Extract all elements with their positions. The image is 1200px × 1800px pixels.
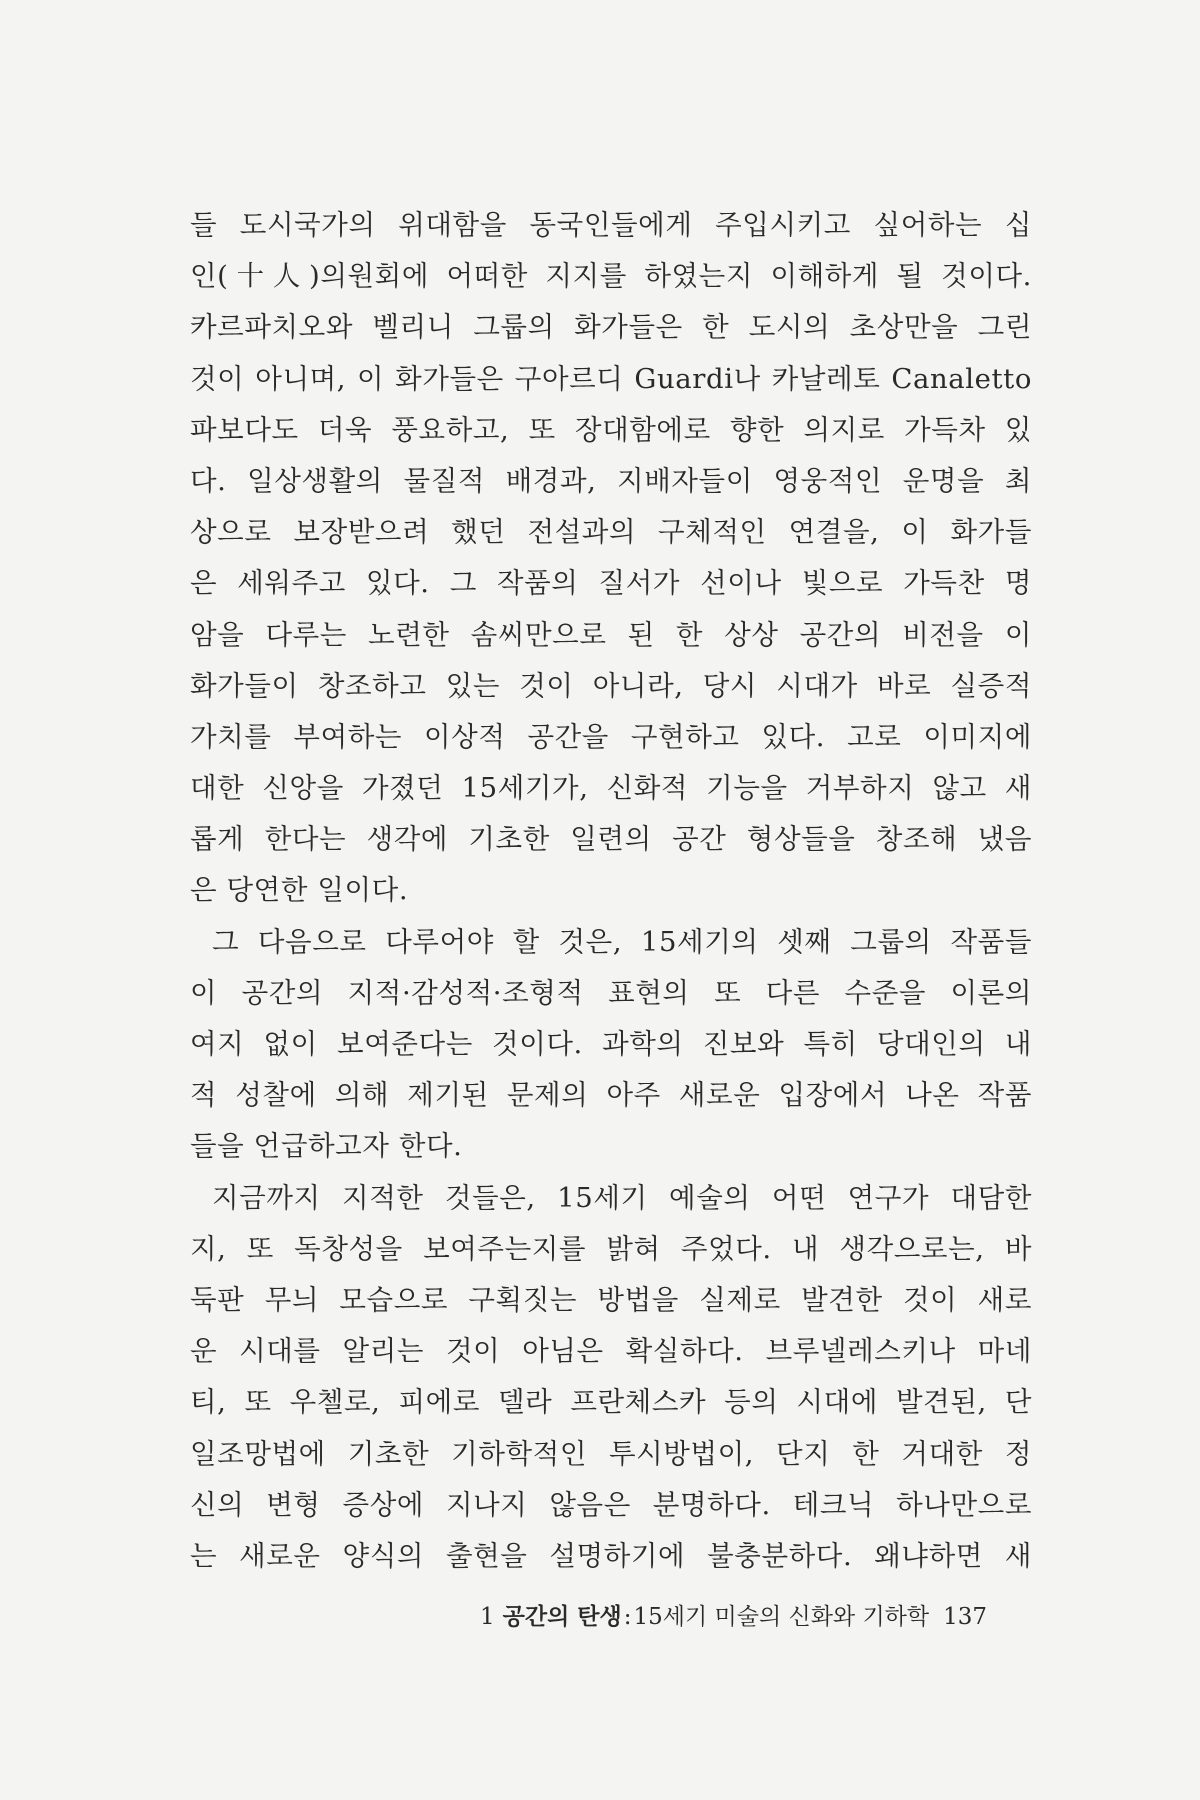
- text-line: 는 새로운 양식의 출현을 설명하기에 불충분하다. 왜냐하면 새: [190, 1539, 1032, 1572]
- text-line: 일조망법에 기초한 기하학적인 투시방법이, 단지 한 거대한 정: [190, 1437, 1032, 1470]
- chapter-number: 1: [480, 1604, 495, 1630]
- text-line: 그 다음으로 다루어야 할 것은, 15세기의 셋째 그룹의 작품들: [212, 925, 1032, 958]
- page-number: 137: [943, 1604, 988, 1630]
- text-line: 티, 또 우첼로, 피에로 델라 프란체스카 등의 시대에 발견된, 단: [190, 1386, 1032, 1419]
- text-line: 들을 언급하고자 한다.: [190, 1130, 463, 1163]
- text-line: 인(十人)의원회에 어떠한 지지를 하였는지 이해하게 될 것이다.: [190, 260, 1032, 293]
- text-line: 들 도시국가의 위대함을 동국인들에게 주입시키고 싶어하는 십: [190, 209, 1032, 241]
- text-line: 둑판 무늬 모습으로 구획짓는 방법을 실제로 발견한 것이 새로: [190, 1283, 1032, 1316]
- body-text: [190, 200, 1032, 1582]
- text-line: 파보다도 더욱 풍요하고, 또 장대함에로 향한 의지로 가득차 있: [190, 413, 1032, 446]
- text-line: 적 성찰에 의해 제기된 문제의 아주 새로운 입장에서 나온 작품: [190, 1079, 1032, 1112]
- text-line: 신의 변형 증상에 지나지 않음은 분명하다. 테크닉 하나만으로: [190, 1488, 1032, 1521]
- text-line: 지, 또 독창성을 보여주는지를 밝혀 주었다. 내 생각으로는, 바: [190, 1232, 1032, 1265]
- text-line: 은 세워주고 있다. 그 작품의 질서가 선이나 빛으로 가득찬 명: [190, 567, 1032, 600]
- text-line: 롭게 한다는 생각에 기초한 일련의 공간 형상들을 창조해 냈음: [190, 823, 1032, 856]
- text-line: 카르파치오와 벨리니 그룹의 화가들은 한 도시의 초상만을 그린: [190, 311, 1032, 344]
- text-line: 암을 다루는 노련한 솜씨만으로 된 한 상상 공간의 비전을 이: [190, 618, 1032, 651]
- running-footer: [480, 1598, 987, 1631]
- title-separator: :: [623, 1604, 632, 1630]
- text-line: 이 공간의 지적·감성적·조형적 표현의 또 다른 수준을 이론의: [190, 976, 1032, 1009]
- text-line: 화가들이 창조하고 있는 것이 아니라, 당시 시대가 바로 실증적: [190, 669, 1032, 702]
- text-line: 가치를 부여하는 이상적 공간을 구현하고 있다. 고로 이미지에: [190, 720, 1032, 753]
- text-line: 여지 없이 보여준다는 것이다. 과학의 진보와 특히 당대인의 내: [190, 1028, 1032, 1060]
- text-line: 은 당연한 일이다.: [190, 874, 409, 907]
- text-line: 것이 아니며, 이 화가들은 구아르디 Guardi나 카날레토 Canaletto: [190, 362, 1032, 395]
- chapter-subtitle: 15세기 미술의 신화와 기하학: [633, 1604, 930, 1630]
- text-line: 지금까지 지적한 것들은, 15세기 예술의 어떤 연구가 대담한: [212, 1181, 1032, 1214]
- text-line: 대한 신앙을 가졌던 15세기가, 신화적 기능을 거부하지 않고 새: [190, 772, 1032, 805]
- chapter-title: 공간의 탄생: [502, 1603, 622, 1630]
- text-line: 다. 일상생활의 물질적 배경과, 지배자들이 영웅적인 운명을 최: [190, 464, 1032, 497]
- text-line: 운 시대를 알리는 것이 아님은 확실하다. 브루넬레스키나 마네: [190, 1335, 1032, 1368]
- text-line: 상으로 보장받으려 했던 전설과의 구체적인 연결을, 이 화가들: [190, 516, 1032, 549]
